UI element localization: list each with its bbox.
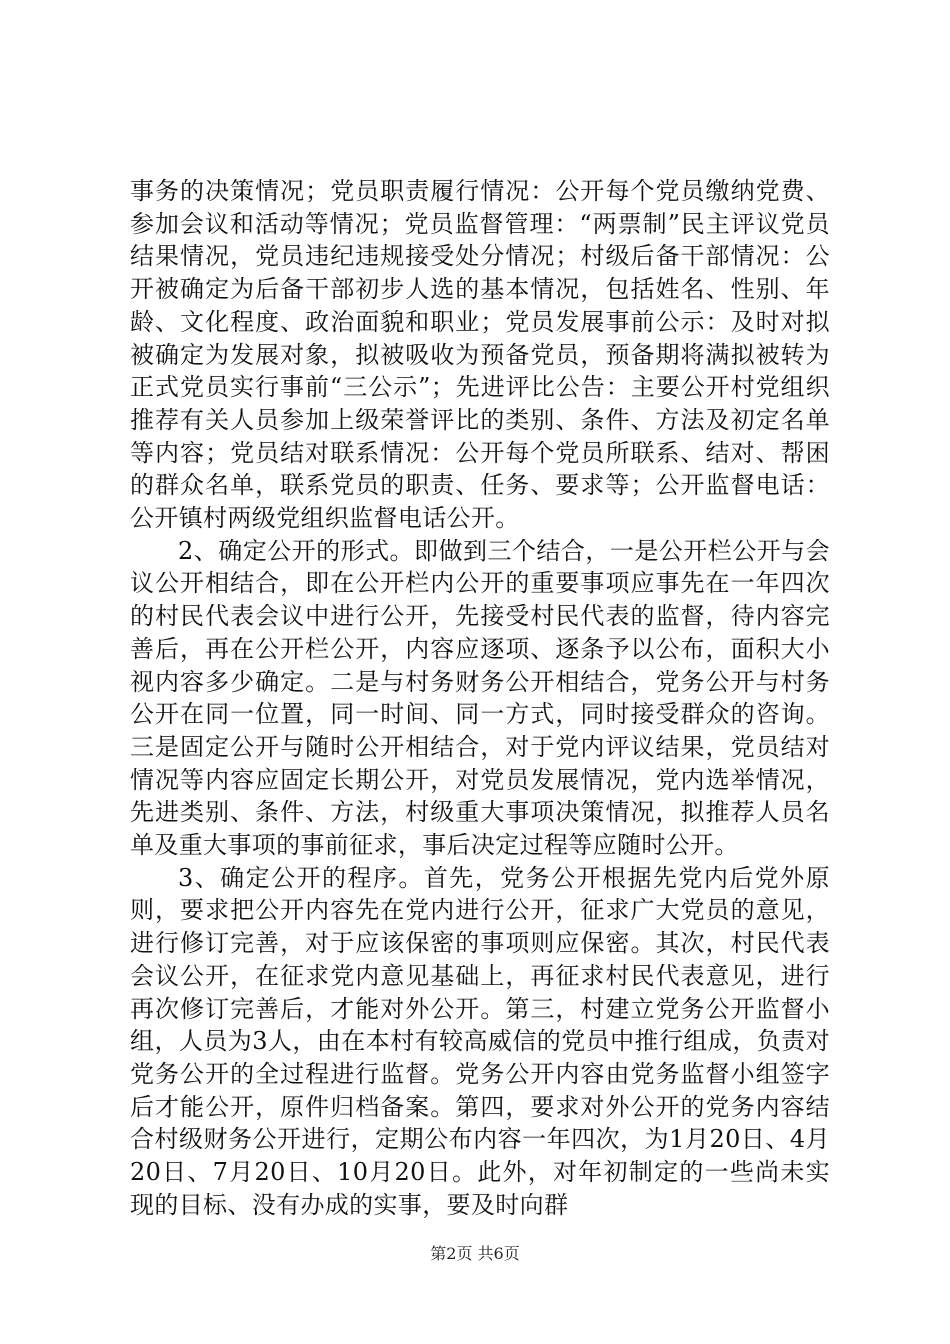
paragraph-continuation: 事务的决策情况；党员职责履行情况：公开每个党员缴纳党费、参加会议和活动等情况；党员监督管理：“两票制”民主评议党员结果情况，党员违纪违规接受处分情况；村级后备干部情况：公开被确定为后备干部初步人选的基本情况，包括姓名、性别、年龄、文化程度、政治面貌和职业；党员发展事前公示：及时对拟被确定为发展对象，拟被吸收为预备党员，预备期将满拟被转为正式党员实行事前“三公示”；先进评比公告：主要公开村党组织推荐有关人员参加上级荣誉评比的类别、条件、方法及初定名单等内容；党员结对联系情况：公开每个党员所联系、结对、帮困的群众名单，联系党员的职责、任务、要求等；公开监督电话：公开镇村两级党组织监督电话公开。 [130,177,830,533]
paragraph-public-procedure: 3、确定公开的程序。首先，党务公开根据先党内后党外原则，要求把公开内容先在党内进行公开，征求广大党员的意见，进行修订完善，对于应该保密的事项则应保密。其次，村民代表会议公开，在征求党内意见基础上，再征求村民代表意见，进行再次修订完善后，才能对外公开。第三，村建立党务公开监督小组，人员为3人，由在本村有较高威信的党员中推行组成，负责对党务公开的全过程进行监督。党务公开内容由党务监督小组签字后才能公开，原件归档备案。第四，要求对外公开的党务内容结合村级财务公开进行，定期公布内容一年四次，为1月20日、4月20日、7月20日、10月20日。此外，对年初制定的一些尚未实现的目标、没有办成的实事，要及时向群 [130,863,830,1219]
paragraph-public-form: 2、确定公开的形式。即做到三个结合，一是公开栏公开与会议公开相结合，即在公开栏内公开的重要事项应事先在一年四次的村民代表会议中进行公开，先接受村民代表的监督，待内容完善后，再在公开栏公开，内容应逐项、逐条予以公布，面积大小视内容多少确定。二是与村务财务公开相结合，党务公开与村务公开在同一位置，同一时间、同一方式，同时接受群众的咨询。三是固定公开与随时公开相结合，对于党内评议结果，党员结对情况等内容应固定长期公开，对党员发展情况，党内选举情况，先进类别、条件、方法，村级重大事项决策情况，拟推荐人员名单及重大事项的事前征求，事后决定过程等应随时公开。 [130,536,830,860]
page-number-footer: 第2页 共6页 [430,1244,520,1263]
document-body [130,175,830,1222]
